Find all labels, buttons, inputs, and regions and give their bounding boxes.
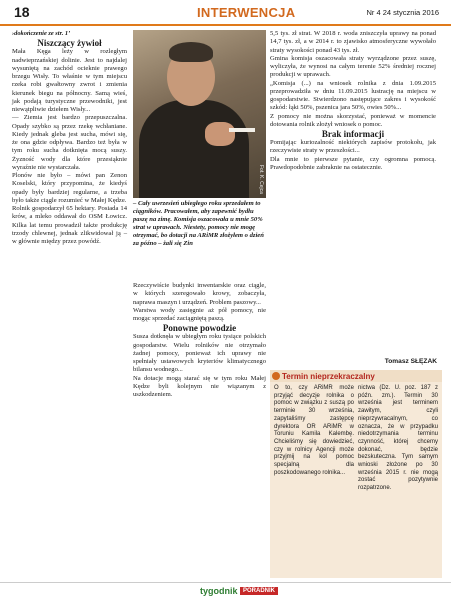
info-box-header (270, 370, 442, 382)
paragraph: Dla mnie to pierwsze pytanie, czy ogromna pomocą. Prawdopodobnie zabraknie na ostatecznie. (270, 155, 436, 171)
info-box-text-right: nictwa (Dz. U. poz. 187 z późn. zm.). Termin 30 września jest terminem zawitym, czyli nieprzywracalnym, co oznacza, że w przypadku niedotrzymania terminu czynność, której chcemy dokonać, będzie bezskuteczna. Tym samym wnioski złożone po 30 września 2015 r. nie mogą zostać pozytywnie rozpatrzone. (358, 385, 438, 492)
publication-badge: PORADNIK (240, 587, 278, 595)
author-signature: Tomasz SŁĘZAK (384, 358, 437, 365)
column-2 (133, 282, 266, 399)
paragraph: Gmina komisja oszacowała straty wyrządzone przez suszę, wyliczyła, że wynosi na całym terenie 52% średniej rocznej produkcji w uprawach. (270, 54, 436, 79)
column-3 (270, 30, 436, 172)
info-box (270, 370, 442, 578)
paragraph: 5,5 tys. zł strat. W 2018 r. woda zniszczyła uprawy na ponad 14,7 tys. zł, a w 2014 r. to zjawisko atmosferyczne wywołało straty wysokości ponad 43 tys. zł. (270, 30, 436, 54)
info-box-title: Termin nieprzekraczalny (282, 372, 375, 381)
paragraph: Rolnik gospodarzył 65 hektary. Posiada 14 krów, a mleko oddawał do OSM Łowicz. Kilka lat temu prowadził także produkcję trzody chlewnej, jednak zlikwidował ją – w głównie między przez powódź. (12, 205, 127, 245)
article-photo (133, 30, 266, 198)
subheading: Niszczący żywioł (37, 38, 102, 49)
page-footer (0, 582, 451, 601)
paragraph: Pomijając kuriozalność niektórych zapisów protokołu, jak rzeczywiste straty w przeszłości... (270, 139, 436, 155)
paragraph: Z pomocy nie można skorzystać, ponieważ w momencie dotowania rolnik złożył wniosek o pomoc. (270, 112, 436, 128)
page-header (0, 0, 451, 26)
page-number: 18 (14, 4, 30, 20)
info-box-text-left: O to, czy ARiMR może przyjąć decyzje rolnika o pomoc w związku z suszą po terminie 30 września, zapytaliśmy zastępcę dyrektora OR ARiMR w Toruniu Kamila Kalembę. Chcieliśmy się dowiedzieć, czy w rolnicy Agencji może przyjmij na kol pomoc specjalną dla poszkodowanego rolnika... (274, 385, 354, 476)
paragraph: „Komisja (...) na wniosek rolnika z dnia 1.09.2015 przeprowadziła w dniu 11.09.2015 lustrację na miejscu w gospodarstwie. Stwierdzono następujące zakres i wysokość szkód: łąki 50%, pszenica jara 50%, owies 50%... (270, 79, 436, 112)
bullet-icon (272, 372, 280, 380)
paragraph: Mała Kęga leży w rozległym nadwieprzańskiej dolinie. Jest to najdalej wysuniętą na zachód ocieknie prawego brzegu Wisły. To właśnie w tym miejscu rzeka robi gwałtowny zwrot i zmienia kierunek biegu na północny. Samą wieś, jak podają turystyczne przewodniki, jest niewątpliwie dziełem Wisły... (12, 48, 127, 113)
paragraph: Susza dotknęła w ubiegłym roku tysiące polskich gospodarstw. Wielu rolników nie otrzymało żadnej pomocy, ponieważ ich uprawy nie spełniały ustawowych kryteriów klimatycznego bilansu wodnego... (133, 333, 266, 374)
photo-credit: Fot. K. Cejca (258, 165, 264, 194)
subheading: Brak informacji (321, 129, 385, 139)
issue-info: Nr 4 24 stycznia 2016 (366, 8, 439, 17)
paragraph: Warstwa wody zasięgnie aż pół pomocy, nie mogąc sprzedać zaciągniętą paszą. (133, 306, 266, 322)
paragraph: — Ziemia jest bardzo przepuszczalna. Opady szybko są przez rzekę wchłaniane. Kiedy jednak gleba jest sucha, mówi się, że ona gdzie odpływa. Bardzo też była w tym roku sucha dotknięta mocą suszy. Żyzność wody dla które przesiąknie wyraźnie nie wystarczała. (12, 114, 127, 171)
paragraph: Rzeczywiście budynki inwentarskie oraz ciągle, w których szeregowało krowy, zobaczyła, naprawa maszyn i urządzeń. Problem paszowy... (133, 282, 266, 306)
photo-caption: – Cały uwrzesień ubiegłego roku sprzedałem to ciągników. Pracowałem, aby zapewnić bydłu paszę na zimę. Komisja oszacowała u mnie 50% strat w uprawach. Niestety, pomocy nie mogę otrzymać, bo dotacji na ARiMR złożyłem o dzień za późno – żali się Zin (133, 200, 264, 247)
column-1 (12, 30, 127, 246)
continuation-note: ›dokończenie ze str. 1ʼ (12, 30, 71, 37)
paragraph: Plonów nie było – mówi pan Zenon Koselski, który przypomina, że kiedyś opady były bardziej regularne, a trzeba było także ciągle rozumieć w Małej Kędze. (12, 172, 127, 204)
paragraph: Na dotacje mogą starać się w tym roku Małej Kędze byli kolejnym nie wiązanym z uszkodzeniem. (133, 374, 266, 398)
publication-logo: tygodnik (200, 586, 238, 596)
section-title: INTERWENCJA (197, 5, 296, 20)
subheading: Ponowne powodzie (162, 323, 237, 334)
